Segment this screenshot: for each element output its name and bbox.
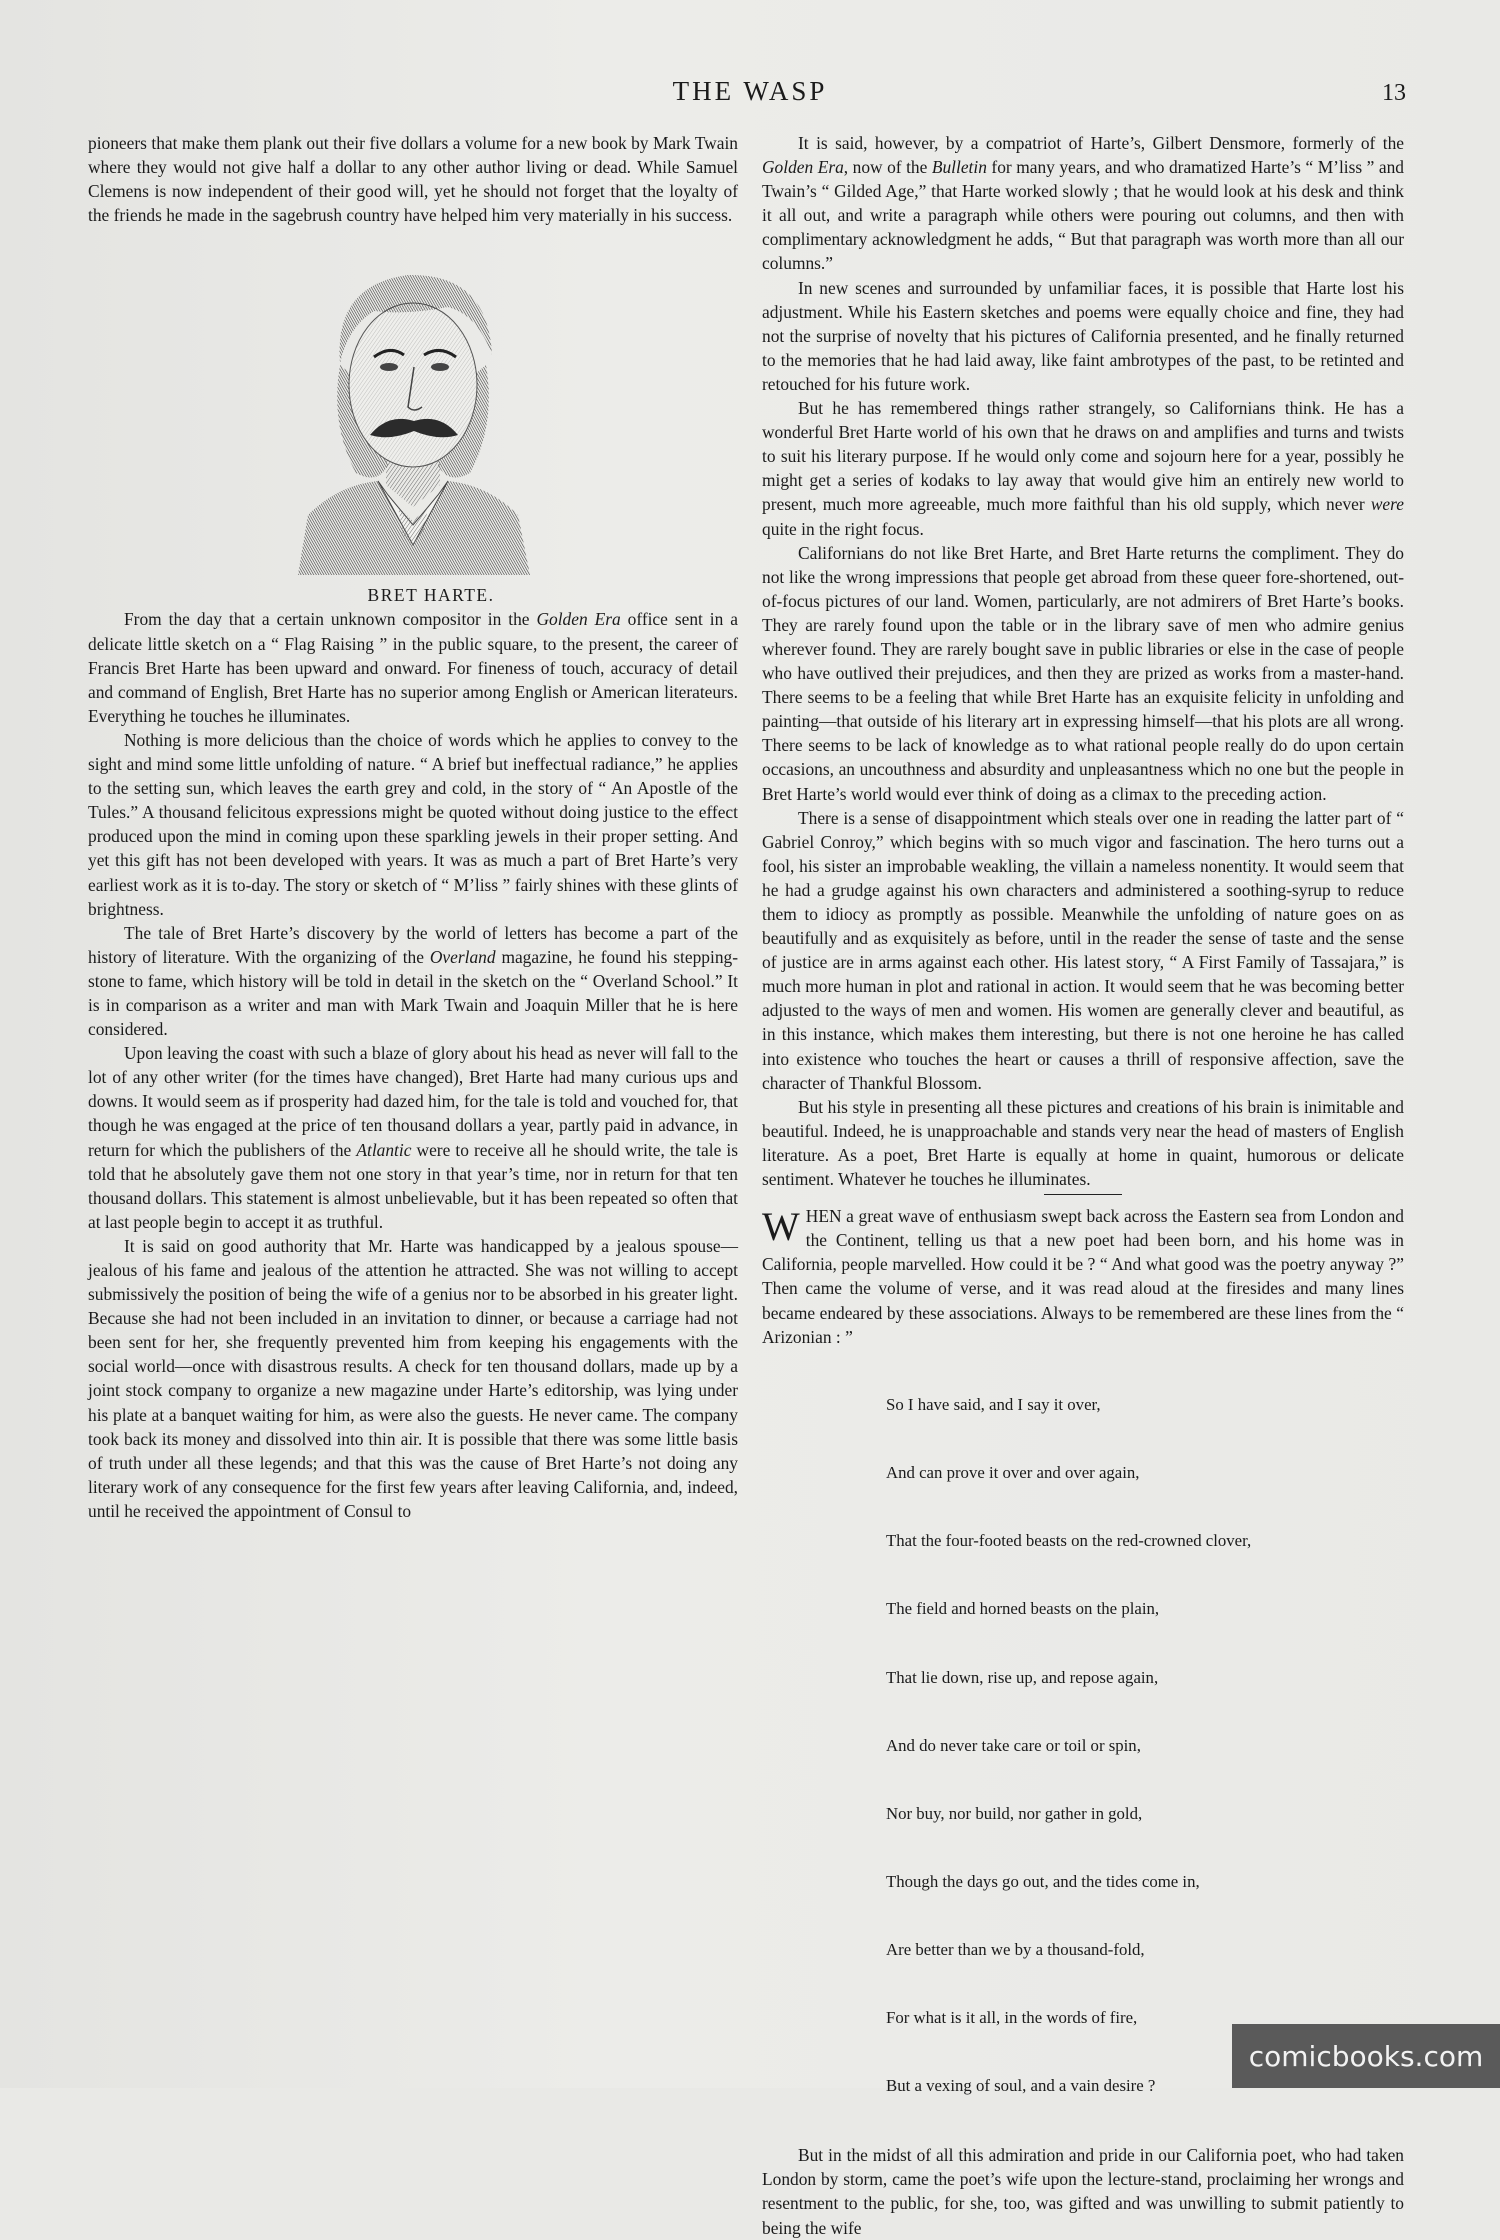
poem-line: The field and horned beasts on the plain, bbox=[886, 1599, 1160, 1619]
watermark: comicbooks.com bbox=[1232, 2024, 1500, 2088]
text-run: HEN a great wave of enthusiasm swept back across the Eastern sea from London and the Continent, telling us that a new poet had been born, and his home was in California, people marvelled. How could it be ? “ And what good was the poetry anyway ?” Then came the volume of verse, and it was read aloud at the firesides and many lines became endeared by these associations. Always to be remembered are these lines from the “ Arizonian : ” bbox=[762, 1206, 1404, 1347]
paragraph: It is said on good authority that Mr. Harte was handicapped by a jealous spouse—jealous of his fame and jealous of the attention he attracted. She was not willing to accept submissively the position of being the wife of a genius nor to be absorbed in his greater light. Because she had not been included in an invitation to dinner, or because a carriage had not been sent for her, she frequently prevented him from keeping his engagements with the social world—once with disastrous results. A check for ten thousand dollars, made up by a joint stock company to organize a new magazine under Harte’s editorship, was lying under his plate at a banquet waiting for him, as were also the guests. He never came. The company took back its money and dissolved into thin air. It is possible that there was some little basis of truth under all these legends; and that this was the cause of Bret Harte’s not doing any literary work of any consequence for the first few years after leaving California, and, indeed, until he received the appointment of Consul to bbox=[88, 1235, 738, 1521]
poem-line: Are better than we by a thousand-fold, bbox=[886, 1939, 1145, 1959]
portrait-caption: BRET HARTE. bbox=[367, 585, 495, 606]
publication-title: Bulletin bbox=[931, 157, 987, 178]
text-run: office sent in a delicate little sketch on a “ Flag Raising ” in the public square, to the present, the career of Francis Bret Harte has been upward and onward. For fineness of touch, accuracy of detail and command of English, Bret Harte has no superior among English or American literateurs. Everything he touches he illuminates. bbox=[88, 609, 738, 726]
paragraph bbox=[88, 1041, 738, 1234]
masthead: THE WASP bbox=[672, 76, 828, 106]
publication-title: Golden Era bbox=[762, 157, 844, 178]
paragraph bbox=[88, 921, 738, 1041]
poem-line: And do never take care or toil or spin, bbox=[886, 1735, 1141, 1755]
paragraph: pioneers that make them plank out their five dollars a volume for a new book by Mark Twain where they would not give half a dollar to any other author living or dead. While Samuel Clemens is now independent of their good will, yet he should not forget that the loyalty of the friends he made in the sagebrush country have helped him very materially in his success. bbox=[88, 133, 738, 226]
text-run: for many years, and who dramatized Harte’s “ M’liss ” and Twain’s “ Gilded Age,” that Harte worked slowly ; that he would look at his desk and think it all out, and write a paragraph while others were pouring out columns, and then with complimentary acknowledgment he adds, “ But that paragraph was worth more than all our columns.” bbox=[762, 157, 1404, 274]
text-run: From the day that a certain unknown compositor in the bbox=[124, 609, 537, 630]
poem-line: So I have said, and I say it over, bbox=[886, 1395, 1101, 1415]
publication-title: Golden Era bbox=[536, 609, 621, 630]
poem-line: For what is it all, in the words of fire, bbox=[886, 2008, 1138, 2028]
section-divider bbox=[1044, 1194, 1122, 1195]
text-run: quite in the right focus. bbox=[762, 518, 924, 539]
paragraph: There is a sense of disappointment which steals over one in reading the latter part of “ Gabriel Conroy,” which begins with so much vigor and fascination. The hero turns out a fool, his sister an improbable weakling, the villain a nameless nonentity. It would seem that he had a grudge against his own characters and administered a soothing-syrup to reduce them to idiocy as promptly as possible. Meanwhile the unfolding of nature goes on as beautifully and as exquisitely as before, until in the reader the sense of taste and the sense of justice are in arms against each other. His latest story, “ A First Family of Tassajara,” is much more human in plot and rational in action. It would seem that he was becoming better adjusted to the ways of men and women. His women are generally clever and beautiful, as in this instance, which makes them interesting, but there is not one heroine he has called into existence who touches the heart or causes a thrill of responsive affection, save the character of Thankful Blossom. bbox=[762, 807, 1404, 1093]
paragraph bbox=[762, 396, 1404, 541]
poem-line: But a vexing of soul, and a vain desire ? bbox=[886, 2076, 1156, 2096]
paragraph: In new scenes and surrounded by unfamiliar faces, it is possible that Harte lost his adjustment. While his Eastern sketches and poems were equally choice and fine, they had not the surprise of novelty that his pictures of California presented, and he finally returned to the memories that he had laid away, like faint ambrotypes of the past, to be retinted and retouched for his future work. bbox=[762, 277, 1404, 394]
text-run: It is said, however, by a compatriot of Harte’s, Gilbert Densmore, formerly of the bbox=[798, 133, 1404, 153]
paragraph: But in the midst of all this admiration and pride in our California poet, who had taken London by storm, came the poet’s wife upon the lecture-stand, proclaiming her wrongs and resentment to the public, for she, too, was gifted and was unwilling to submit patiently to being the wife bbox=[762, 2145, 1404, 2238]
text-run: But he has remembered things rather strangely, so Californians think. He has a wonderful Bret Harte world of his own that he draws on and amplifies and turns and twists to suit his literary purpose. If he would only come and sojourn here for a year, possibly he might get a series of kodaks to lay away that would give him an entirely new world to present, much more agreeable, much more faithful than his old supply, which never bbox=[762, 398, 1404, 515]
paragraph bbox=[762, 131, 1404, 276]
poem-line: Though the days go out, and the tides come in, bbox=[886, 1871, 1200, 1891]
left-column bbox=[88, 131, 738, 1523]
bret-harte-portrait bbox=[278, 245, 548, 575]
text-run: The tale of Bret Harte’s discovery by the world of letters has become a part of the history of literature. With the organizing of the bbox=[88, 922, 738, 967]
emphasis: were bbox=[1370, 494, 1404, 515]
publication-title: Overland bbox=[429, 946, 496, 967]
paragraph: Nothing is more delicious than the choice of words which he applies to convey to the sight and mind some little unfolding of nature. “ A brief but ineffectual radiance,” he applies to the setting sun, which leaves the earth grey and cold, in the story of “ An Apostle of the Tules.” A thousand felicitous expressions might be quoted without doing justice to the effect produced upon the mind in coming upon these sparkling jewels in their proper setting. And yet this gift has not been developed with years. It was as much a part of Bret Harte’s very earliest work as it is to-day. The story or sketch of “ M’liss ” fairly shines with these glints of brightness. bbox=[88, 729, 738, 919]
text-run: Upon leaving the coast with such a blaze of glory about his head as never will fall to the lot of any other writer (for the times have changed), Bret Harte had many curious ups and downs. It would seem as if prosperity had dazed him, for the tale is told and vouched for, that though he was engaged at the price of ten thousand dollars a year, partly paid in advance, in return for which the publishers of the bbox=[88, 1043, 738, 1160]
page-number: 13 bbox=[1382, 80, 1406, 106]
poem-line: That lie down, rise up, and repose again, bbox=[886, 1667, 1159, 1687]
right-column bbox=[762, 131, 1404, 2240]
paragraph bbox=[762, 1204, 1404, 1349]
poem-line: That the four-footed beasts on the red-crowned clover, bbox=[886, 1531, 1252, 1551]
paragraph: But his style in presenting all these pictures and creations of his brain is inimitable and beautiful. Indeed, he is unapproachable and stands very near the head of masters of English literature. As a poet, Bret Harte is equally at home in quaint, humorous or delicate sentiment. Whatever he touches he illuminates. bbox=[762, 1096, 1404, 1190]
drop-cap: W bbox=[762, 1204, 800, 1250]
poem-line: And can prove it over and over again, bbox=[886, 1463, 1140, 1483]
text-run: were to receive all he should write, the tale is told that he absolutely gave them not one story in that year’s time, nor in return for that ten thousand dollars. This statement is almost unbelievable, but it has been repeated so often that at last people begin to accept it as truthful. bbox=[88, 1139, 738, 1232]
paragraph bbox=[88, 607, 738, 727]
text-run: magazine, he found his stepping-stone to fame, which history will be told in detail in the sketch on the “ Overland School.” It is in comparison as a writer and man with Mark Twain and Joaquin Miller that he is here considered. bbox=[88, 946, 738, 1040]
text-run: , now of the bbox=[843, 157, 932, 178]
paragraph: Californians do not like Bret Harte, and Bret Harte returns the compliment. They do not like the wrong impressions that people get abroad from these queer fore-shortened, out-of-focus pictures of our land. Women, particularly, are not admirers of Bret Harte’s books. They are rarely found upon the table or in the library save of men who admire genius wherever found. They are rarely bought save in public libraries or else in the case of people who have outlived their prejudices, and then they are prized as works from a master-hand. There seems to be a feeling that while Bret Harte has an exquisite felicity in unfolding and painting—that outside of his literary art in expressing himself—that his plots are all wrong. There seems to be lack of knowledge as to what rational people really do do upon certain occasions, an uncouthness and absurdity and unpleasantness which no one but the people in Bret Harte’s world would ever think of doing as a climax to the preceding action. bbox=[762, 542, 1404, 804]
publication-title: Atlantic bbox=[356, 1139, 412, 1160]
poem-line: Nor buy, nor build, nor gather in gold, bbox=[886, 1803, 1143, 1823]
